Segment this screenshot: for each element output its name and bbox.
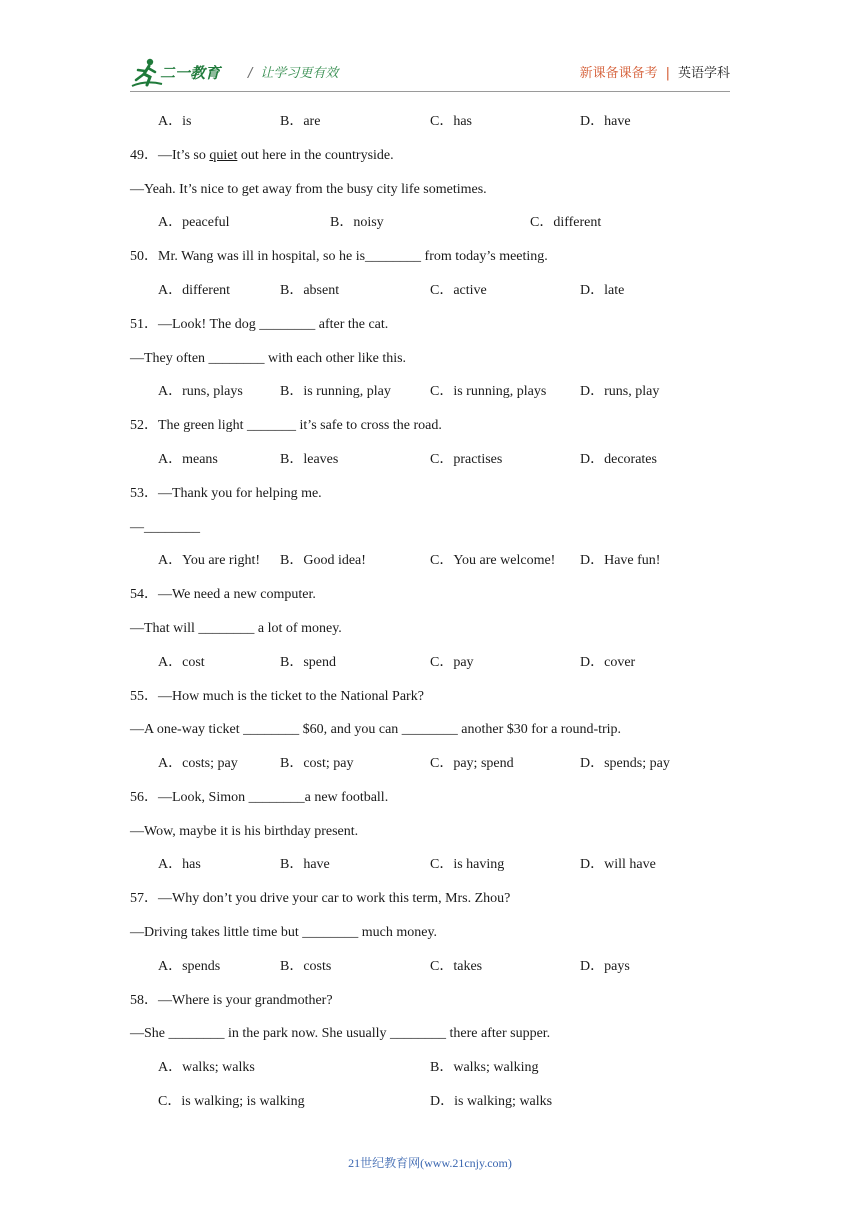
q50-option-c: C．active bbox=[430, 283, 487, 298]
header-subtitle: 新课备课备考 bbox=[579, 66, 658, 81]
q57-option-a: A．spends bbox=[158, 959, 221, 974]
q50-option-a: A．different bbox=[158, 283, 231, 298]
q58-stem: 58．—Where is your grandmother? bbox=[130, 993, 333, 1008]
q51-reply: —They often ________ with each other like this. bbox=[130, 351, 407, 366]
header-subject bbox=[580, 62, 730, 81]
runner-logo-icon bbox=[130, 56, 164, 90]
slogan-text: 让学习更有效 bbox=[260, 66, 339, 81]
q55-option-d: D．spends; pay bbox=[580, 756, 670, 771]
q58-option-d: D．is walking; walks bbox=[430, 1094, 553, 1109]
q56-option-c: C．is having bbox=[430, 857, 505, 872]
header-subject-name: 英语学科 bbox=[677, 66, 730, 81]
q58-reply: —She ________ in the park now. She usually ________ there after supper. bbox=[130, 1026, 551, 1041]
q54-option-b: B．spend bbox=[280, 655, 336, 670]
q52-option-d: D．decorates bbox=[580, 452, 657, 467]
q57-option-c: C．takes bbox=[430, 959, 483, 974]
q48-option-a: A．is bbox=[158, 114, 192, 129]
q55-option-c: C．pay; spend bbox=[430, 756, 514, 771]
q52-option-b: B．leaves bbox=[280, 452, 339, 467]
q56-reply: —Wow, maybe it is his birthday present. bbox=[130, 824, 359, 839]
q53-option-a: A．You are right! bbox=[158, 553, 261, 568]
q56-option-d: D．will have bbox=[580, 857, 656, 872]
q58-option-b: B．walks; walking bbox=[430, 1060, 539, 1075]
q49-option-b: B．noisy bbox=[330, 215, 384, 230]
q57-option-d: D．pays bbox=[580, 959, 630, 974]
slogan-slash: / bbox=[248, 66, 253, 81]
q54-option-a: A．cost bbox=[158, 655, 205, 670]
page-footer: 21世纪教育网(www.21cnjy.com) bbox=[348, 1156, 512, 1170]
q50-option-b: B．absent bbox=[280, 283, 340, 298]
q51-option-d: D．runs, play bbox=[580, 384, 660, 399]
q48-option-c: C．has bbox=[430, 114, 472, 129]
q49-underlined-word: quiet bbox=[209, 148, 238, 163]
q51-option-b: B．is running, play bbox=[280, 384, 391, 399]
q54-option-d: D．cover bbox=[580, 655, 636, 670]
q52-option-c: C．practises bbox=[430, 452, 503, 467]
q49-option-a: A．peaceful bbox=[158, 215, 230, 230]
q55-stem: 55．—How much is the ticket to the National Park? bbox=[130, 689, 424, 704]
q55-option-b: B．cost; pay bbox=[280, 756, 354, 771]
q54-option-c: C．pay bbox=[430, 655, 474, 670]
q53-option-b: B．Good idea! bbox=[280, 553, 366, 568]
q51-option-a: A．runs, plays bbox=[158, 384, 243, 399]
q56-stem: 56．—Look, Simon ________a new football. bbox=[130, 790, 389, 805]
q48-option-b: B．are bbox=[280, 114, 321, 129]
q50-option-d: D．late bbox=[580, 283, 625, 298]
q53-option-d: D．Have fun! bbox=[580, 553, 661, 568]
q50-stem: 50．Mr. Wang was ill in hospital, so he is________ from today’s meeting. bbox=[130, 249, 548, 264]
q52-stem: 52．The green light _______ it’s safe to cross the road. bbox=[130, 418, 442, 433]
page-header bbox=[130, 56, 730, 90]
header-divider bbox=[130, 91, 730, 92]
q54-stem: 54．—We need a new computer. bbox=[130, 587, 316, 602]
q57-option-b: B．costs bbox=[280, 959, 332, 974]
q53-option-c: C．You are welcome! bbox=[430, 553, 556, 568]
q48-option-d: D．have bbox=[580, 114, 631, 129]
q54-reply: —That will ________ a lot of money. bbox=[130, 621, 342, 636]
logo bbox=[130, 56, 240, 90]
q49-reply: —Yeah. It’s nice to get away from the busy city life sometimes. bbox=[130, 182, 487, 197]
q51-option-c: C．is running, plays bbox=[430, 384, 547, 399]
q52-option-a: A．means bbox=[158, 452, 218, 467]
q55-reply: —A one-way ticket ________ $60, and you can ________ another $30 for a round-trip. bbox=[130, 722, 622, 737]
q56-option-b: B．have bbox=[280, 857, 330, 872]
q55-option-a: A．costs; pay bbox=[158, 756, 238, 771]
slogan bbox=[248, 62, 338, 81]
q53-reply: —________ bbox=[130, 520, 200, 535]
q58-option-a: A．walks; walks bbox=[158, 1060, 255, 1075]
q58-option-c: C．is walking; is walking bbox=[158, 1094, 305, 1109]
q57-stem: 57．—Why don’t you drive your car to work this term, Mrs. Zhou? bbox=[130, 891, 511, 906]
q56-option-a: A．has bbox=[158, 857, 201, 872]
q57-reply: —Driving takes little time but ________ much money. bbox=[130, 925, 438, 940]
header-separator: | bbox=[665, 66, 670, 81]
q49-stem bbox=[130, 147, 394, 165]
logo-text: 二一教育 bbox=[160, 64, 221, 82]
q49-stem-pre: 49．—It’s so bbox=[130, 148, 210, 163]
q49-option-c: C．different bbox=[530, 215, 602, 230]
q53-stem: 53．—Thank you for helping me. bbox=[130, 486, 322, 501]
q51-stem: 51．—Look! The dog ________ after the cat. bbox=[130, 317, 389, 332]
q49-stem-post: out here in the countryside. bbox=[237, 148, 394, 163]
